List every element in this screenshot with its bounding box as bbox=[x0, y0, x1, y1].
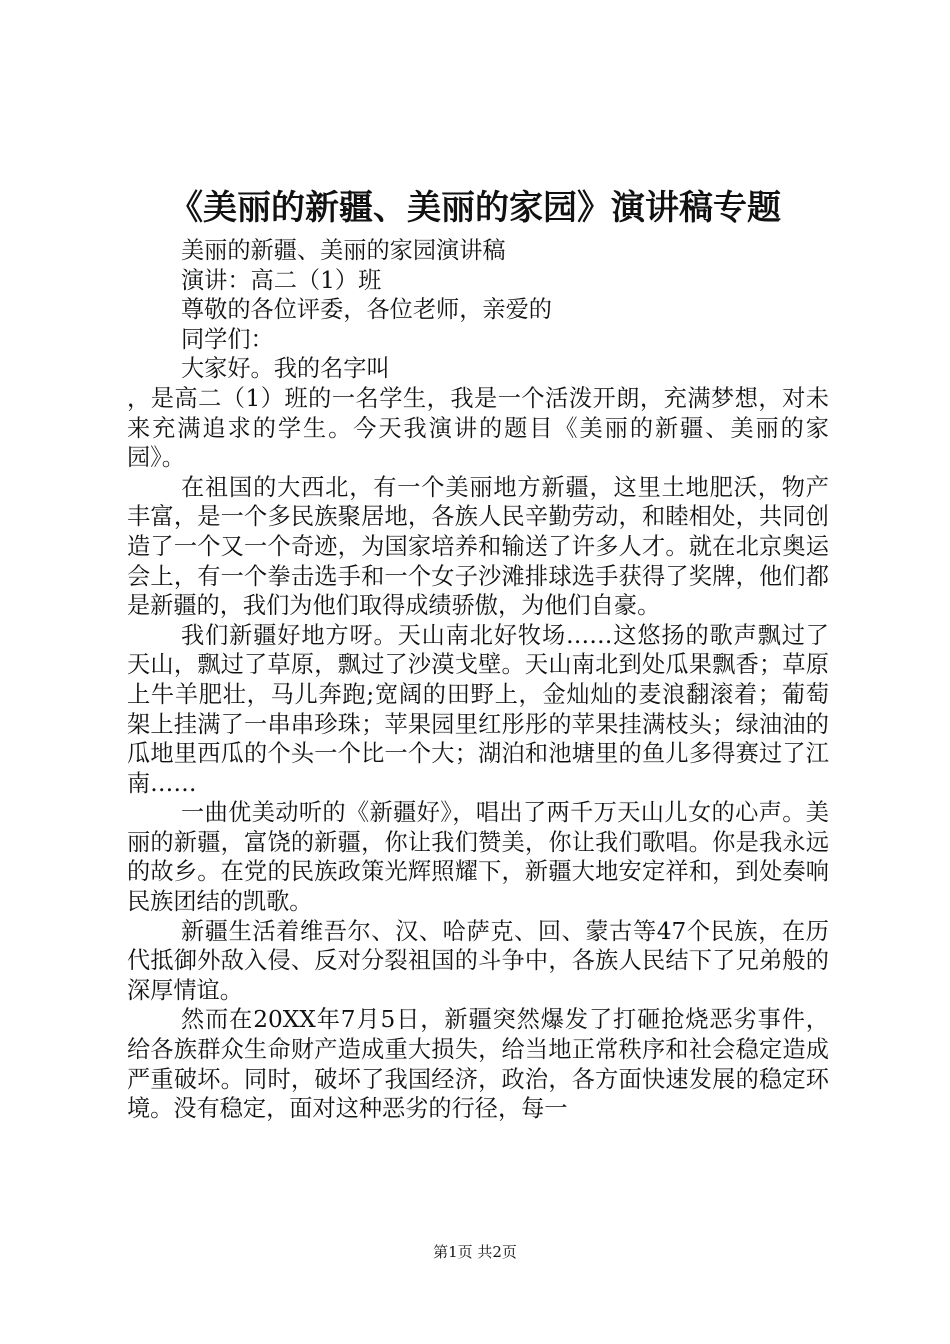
speech-subtitle: 美丽的新疆、美丽的家园演讲稿 bbox=[181, 237, 506, 264]
paragraph-good-place: 我们新疆好地方呀。天山南北好牧场……这悠扬的歌声飘过了天山，飘过了草原，飘过了沙漠戈壁。天山南北到处瓜果飘香；草原上牛羊肥壮，马儿奔跑;宽阔的田野上，金灿灿的麦浪翻滚着；葡萄架上挂满了一串串珍珠；苹果园里红彤彤的苹果挂满枝头；绿油油的瓜地里西瓜的个头一个比一个大；湖泊和池塘里的鱼儿多得赛过了江南…… bbox=[127, 621, 829, 797]
paragraph-northwest: 在祖国的大西北，有一个美丽地方新疆，这里土地肥沃，物产丰富，是一个多民族聚居地，各族人民辛勤劳动，和睦相处，共同创造了一个又一个奇迹，为国家培养和输送了许多人才。就在北京奥运会上，有一个拳击选手和一个女子沙滩排球选手获得了奖牌，他们都是新疆的，我们为他们取得成绩骄傲，为他们自豪。 bbox=[127, 473, 829, 620]
page-footer: 第1页 共2页 bbox=[433, 1243, 517, 1261]
salutation-line-1: 尊敬的各位评委，各位老师，亲爱的 bbox=[181, 296, 552, 324]
paragraph-incident: 然而在20XX年7月5日，新疆突然爆发了打砸抢烧恶劣事件，给各族群众生命财产造成重大损失，给当地正常秩序和社会稳定造成严重破坏。同时，破坏了我国经济，政治，各方面快速发展的稳定环境。没有稳定，面对这种恶劣的行径，每一 bbox=[127, 1006, 829, 1123]
speaker-line: 演讲：高二（1）班 bbox=[181, 266, 382, 294]
paragraph-ethnic-groups: 新疆生活着维吾尔、汉、哈萨克、回、蒙古等47个民族，在历代抵御外敌入侵、反对分裂祖国的斗争中，各族人民结下了兄弟般的深厚情谊。 bbox=[127, 917, 829, 1004]
document-title: 《美丽的新疆、美丽的家园》演讲稿专题 bbox=[169, 188, 781, 228]
paragraph-introduction: ，是高二（1）班的一名学生，我是一个活泼开朗，充满梦想，对未来充满追求的学生。今天我演讲的题目《美丽的新疆、美丽的家园》。 bbox=[127, 384, 829, 472]
paragraph-song: 一曲优美动听的《新疆好》，唱出了两千万天山儿女的心声。美丽的新疆，富饶的新疆，你让我们赞美，你让我们歌唱。你是我永远的故乡。在党的民族政策光辉照耀下，新疆大地安定祥和，到处奏响民族团结的凯歌。 bbox=[127, 799, 829, 916]
salutation-line-2: 同学们： bbox=[181, 325, 274, 353]
document-body bbox=[127, 236, 829, 1124]
greeting-line: 大家好。我的名字叫 bbox=[181, 355, 390, 383]
